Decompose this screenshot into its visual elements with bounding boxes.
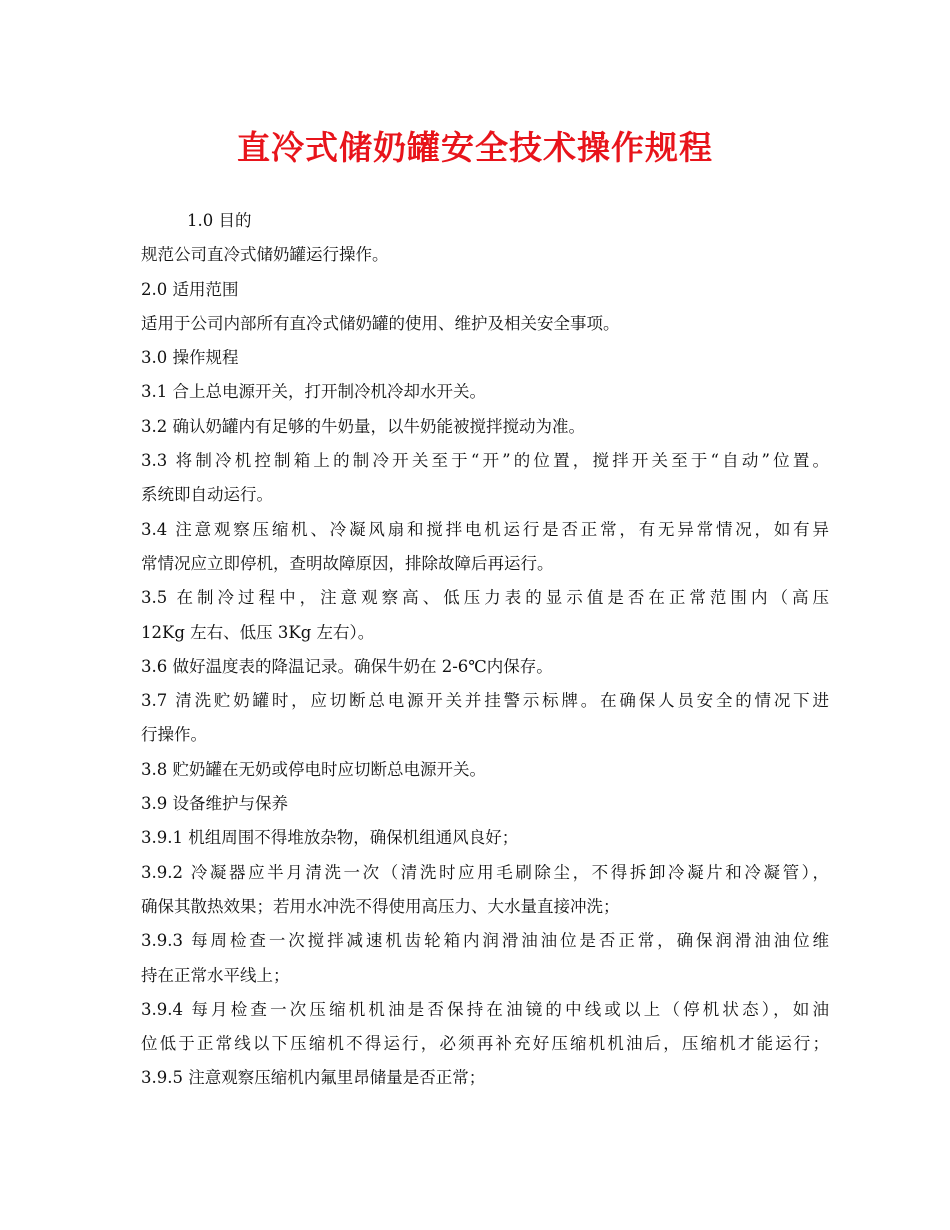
paragraph-line: 3.9.3 每周检查一次搅拌减速机齿轮箱内润滑油油位是否正常，确保润滑油油位维 [141,931,829,951]
paragraph-line: 规范公司直冷式储奶罐运行操作。 [141,245,389,265]
section-heading-scope: 2.0 适用范围 [141,279,239,299]
paragraph-line: 3.2 确认奶罐内有足够的牛奶量，以牛奶能被搅拌搅动为准。 [141,416,585,436]
section-heading-maintenance: 3.9 设备维护与保养 [141,794,288,814]
paragraph-line: 3.8 贮奶罐在无奶或停电时应切断总电源开关。 [141,759,486,779]
paragraph-line: 3.1 合上总电源开关，打开制冷机冷却水开关。 [141,382,486,402]
paragraph-line: 常情况应立即停机，查明故障原因，排除故障后再运行。 [141,553,554,573]
paragraph-line: 3.9.1 机组周围不得堆放杂物，确保机组通风良好； [141,828,519,848]
paragraph-line: 3.9.5 注意观察压缩机内氟里昂储量是否正常； [141,1068,486,1088]
paragraph-line: 确保其散热效果；若用水冲洗不得使用高压力、大水量直接冲洗； [141,896,620,916]
paragraph-line: 3.6 做好温度表的降温记录。确保牛奶在 2-6℃内保存。 [141,656,553,676]
paragraph-line: 行操作。 [141,725,207,745]
paragraph-line: 3.9.4 每月检查一次压缩机机油是否保持在油镜的中线或以上（停机状态），如油 [141,999,829,1019]
document-title: 直冷式储奶罐安全技术操作规程 [237,128,713,167]
document-body [141,204,831,1096]
paragraph-line: 3.7 清洗贮奶罐时，应切断总电源开关并挂警示标牌。在确保人员安全的情况下进 [141,691,829,711]
paragraph-line: 3.4 注意观察压缩机、冷凝风扇和搅拌电机运行是否正常，有无异常情况，如有异 [141,519,829,539]
paragraph-line: 持在正常水平线上； [141,965,290,985]
section-heading-purpose: 1.0 目的 [187,211,252,230]
paragraph-line: 位低于正常线以下压缩机不得运行，必须再补充好压缩机机油后，压缩机才能运行； [141,1034,829,1054]
paragraph-line: 3.9.2 冷凝器应半月清洗一次（清洗时应用毛刷除尘，不得拆卸冷凝片和冷凝管）， [141,862,829,882]
paragraph-line: 适用于公司内部所有直冷式储奶罐的使用、维护及相关安全事项。 [141,313,620,333]
paragraph-line: 12Kg 左右、低压 3Kg 左右）。 [141,622,375,642]
paragraph-line: 3.5 在制冷过程中，注意观察高、低压力表的显示值是否在正常范围内（高压 [141,588,829,608]
section-heading-procedure: 3.0 操作规程 [141,348,239,368]
paragraph-line: 3.3 将制冷机控制箱上的制冷开关至于“开”的位置，搅拌开关至于“自动”位置。 [141,451,829,471]
paragraph-line: 系统即自动运行。 [141,485,273,505]
